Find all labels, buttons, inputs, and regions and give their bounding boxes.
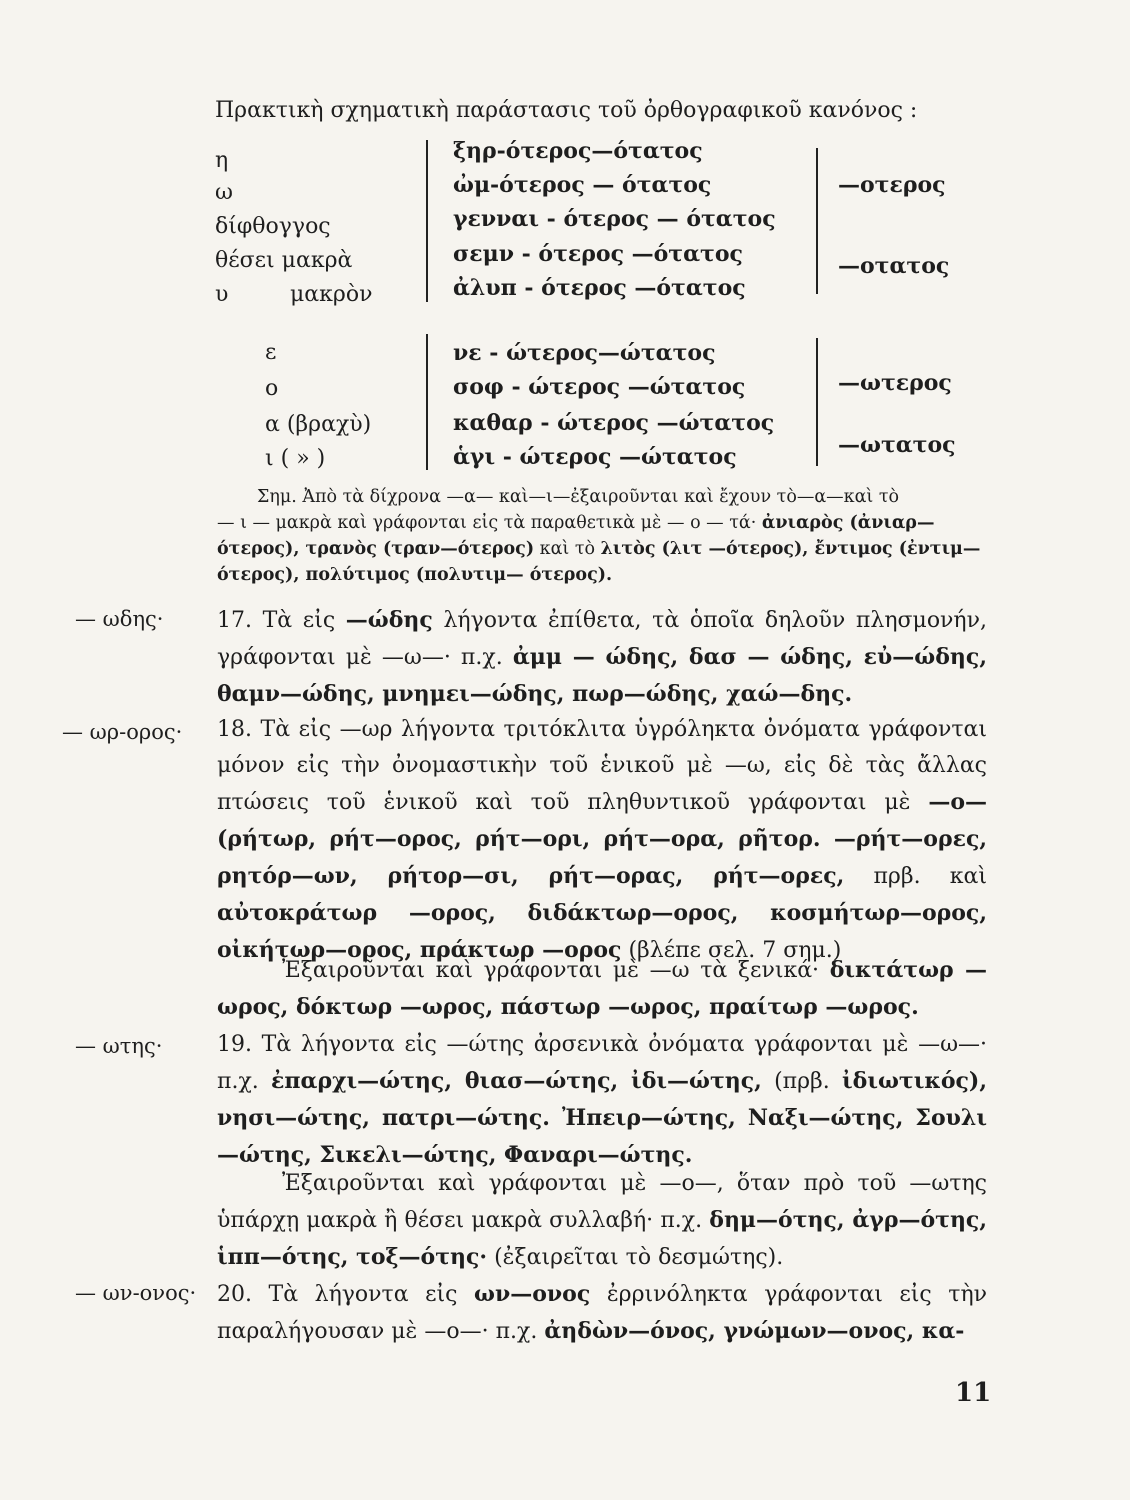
rule-18-exceptions [217, 952, 987, 1026]
table2-left-epsilon: ε [265, 340, 277, 365]
table1-left-diphthong: δίφθογγος [215, 214, 331, 239]
rule-text: 18. Τὰ εἰς —ωρ λήγοντα τριτόκλιτα ὑγρόληκτα ὀνόματα γράφονται μόνον εἰς τὴν ὀνομαστικὴν τοῦ ἑνικοῦ μὲ —ω, εἰς δὲ τὰς ἄλλας πτώσεις τοῦ ἑνικοῦ καὶ τοῦ πληθυντικοῦ γράφονται μὲ [217, 717, 987, 815]
table2-ending: —ωτερος [838, 370, 952, 396]
table2-ending: —ωτατος [838, 432, 956, 458]
rule-bold: ἀηδὼν—όνος, γνώμων—ονος, κα- [544, 1318, 965, 1344]
table1-left-brace [426, 140, 440, 302]
margin-label-19: — ωτης· [75, 1034, 163, 1058]
rule-text: 20. Τὰ λήγοντα εἰς [217, 1282, 458, 1307]
page-title: Πρακτικὴ σχηματικὴ παράστασις τοῦ ὀρθογραφικοῦ κανόνος : [215, 98, 918, 123]
table1-left-makron: μακρὸν [290, 282, 373, 307]
table1-ending: —οτατος [838, 253, 950, 279]
note-text: καὶ τὸ [539, 539, 596, 559]
table1-example: γενναι - ότερος — ότατος [453, 206, 776, 232]
table2-left-brace [426, 334, 440, 470]
margin-label-17: — ωδης· [75, 607, 164, 631]
note-bold: ἀνιαρὸς (ἀνιαρ— [761, 513, 935, 533]
rule-text: (βλέπε σελ. 7 σημ.) [628, 938, 842, 963]
table1-left-eta: η [215, 148, 229, 173]
rule-text: 17. Τὰ εἰς [217, 608, 336, 633]
rule-bold: δικτάτωρ —ωρος, δόκτωρ —ωρος, πάστωρ —ωρος, πραίτωρ —ωρος. [217, 957, 987, 1020]
table2-example: σοφ - ώτερος —ώτατος [453, 374, 746, 400]
rule-bold: δημ—ότης, ἀγρ—ότης, ἱππ—ότης, τοξ—ότης· [217, 1207, 987, 1270]
note-bold: λιτὸς (λιτ —ότερος), ἔντιμος (ἐντιμ— [600, 539, 981, 559]
table1-example: ὠμ-ότερος — ότατος [453, 172, 712, 198]
table2-example: ἁγι - ώτερος —ώτατος [453, 444, 737, 470]
rule-17 [217, 602, 987, 713]
table2-left-iota: ι ( » ) [265, 446, 326, 471]
note-line: Σημ. Ἀπὸ τὰ δίχρονα —α— καὶ—ι—ἐξαιροῦνται καὶ ἔχουν τὸ—α—καὶ τὸ [257, 487, 900, 507]
table2-left-alpha: α (βραχὺ) [265, 412, 372, 437]
note [217, 484, 982, 588]
note-line [217, 562, 982, 588]
note-line [217, 510, 982, 536]
table1-left-ypsilon: υ [215, 282, 229, 307]
rule-text: (πρβ. [774, 1069, 830, 1094]
rule-text: ἐρρινόληκτα γράφονται εἰς τὴν παραλήγουσαν μὲ —ο—· π.χ. [217, 1282, 988, 1344]
rule-text: πρβ. καὶ [873, 864, 987, 889]
rule-bold: —ο— (ρήτωρ, ρήτ—ορος, ρήτ—ορι, ρήτ—ορα, ρῆτορ. —ρήτ—ορες, ρητόρ—ων, ρήτορ—σι, ρήτ—ορας, ρήτ—ορες, [217, 789, 987, 889]
rule-19 [217, 1027, 987, 1174]
rule-bold: —ώδης [345, 607, 433, 633]
table2-left-omicron: ο [265, 376, 279, 401]
table1-right-brace [804, 148, 818, 294]
table2-right-brace [804, 338, 818, 466]
rule-text: (ἐξαιρεῖται τὸ δεσμώτης). [494, 1245, 784, 1270]
note-text: — ι — μακρὰ καὶ γράφονται εἰς τὰ παραθετικὰ μὲ — ο — τά· [217, 513, 757, 533]
table1-example: σεμν - ότερος —ότατος [453, 241, 743, 267]
table1-example: ἀλυπ - ότερος —ότατος [453, 275, 746, 301]
table1-ending: —οτερος [838, 172, 946, 198]
note-bold: ότερος), πολύτιμος (πολυτιμ— ότερος). [217, 565, 613, 585]
rule-text: λήγοντα ἐπίθετα, τὰ ὁποῖα δηλοῦν πλησμονήν, γράφονται μὲ —ω—· π.χ. [217, 608, 987, 670]
rule-18 [217, 712, 987, 969]
margin-label-18: — ωρ-ορος· [62, 720, 183, 744]
rule-bold: αὐτοκράτωρ —ορος, διδάκτωρ—ορος, κοσμήτωρ—ορος, οἰκήτωρ—ορος, πράκτωρ —ορος [217, 900, 987, 963]
rule-19-exceptions [217, 1166, 987, 1276]
table1-example: ξηρ-ότερος—ότατος [453, 138, 703, 164]
margin-label-20: — ων-ονος· [75, 1281, 197, 1305]
rule-text: 19. Τὰ λήγοντα εἰς —ώτης ἀρσενικὰ ὀνόματα γράφονται μὲ —ω—· π.χ. [217, 1032, 987, 1094]
page-number: 11 [955, 1378, 992, 1408]
rule-bold: ἰδιωτικός), νησι—ώτης, πατρι—ώτης. Ἠπειρ—ώτης, Ναξι—ώτης, Σουλι—ώτης, Σικελι—ώτης, Φαναρι—ώτης. [217, 1068, 988, 1168]
rule-text: Ἐξαιροῦνται καὶ γράφονται μὲ —ω τὰ ξενικά· [282, 958, 820, 983]
rule-bold: ων—ονος [474, 1281, 591, 1307]
rule-bold: ἐπαρχι—ώτης, θιασ—ώτης, ἰδι—ώτης, [271, 1068, 762, 1094]
table1-left-omega: ω [215, 180, 233, 205]
rule-bold: ἀμμ — ώδης, δασ — ώδης, εὐ—ώδης, θαμν—ώδης, μνημει—ώδης, πωρ—ώδης, χαώ—δης. [217, 644, 987, 707]
rule-20 [217, 1276, 987, 1350]
table2-example: καθαρ - ώτερος —ώτατος [453, 410, 775, 436]
table1-left-thesei: θέσει μακρὰ [215, 248, 353, 273]
rule-text: Ἐξαιροῦνται καὶ γράφονται μὲ —ο—, ὅταν πρὸ τοῦ —ωτης ὑπάρχῃ μακρὰ ἢ θέσει μακρὰ συλλαβή· π.χ. [217, 1171, 987, 1233]
note-line [217, 536, 982, 562]
note-bold: ότερος), τρανὸς (τραν—ότερος) [217, 539, 535, 559]
table2-example: νε - ώτερος—ώτατος [453, 340, 716, 366]
